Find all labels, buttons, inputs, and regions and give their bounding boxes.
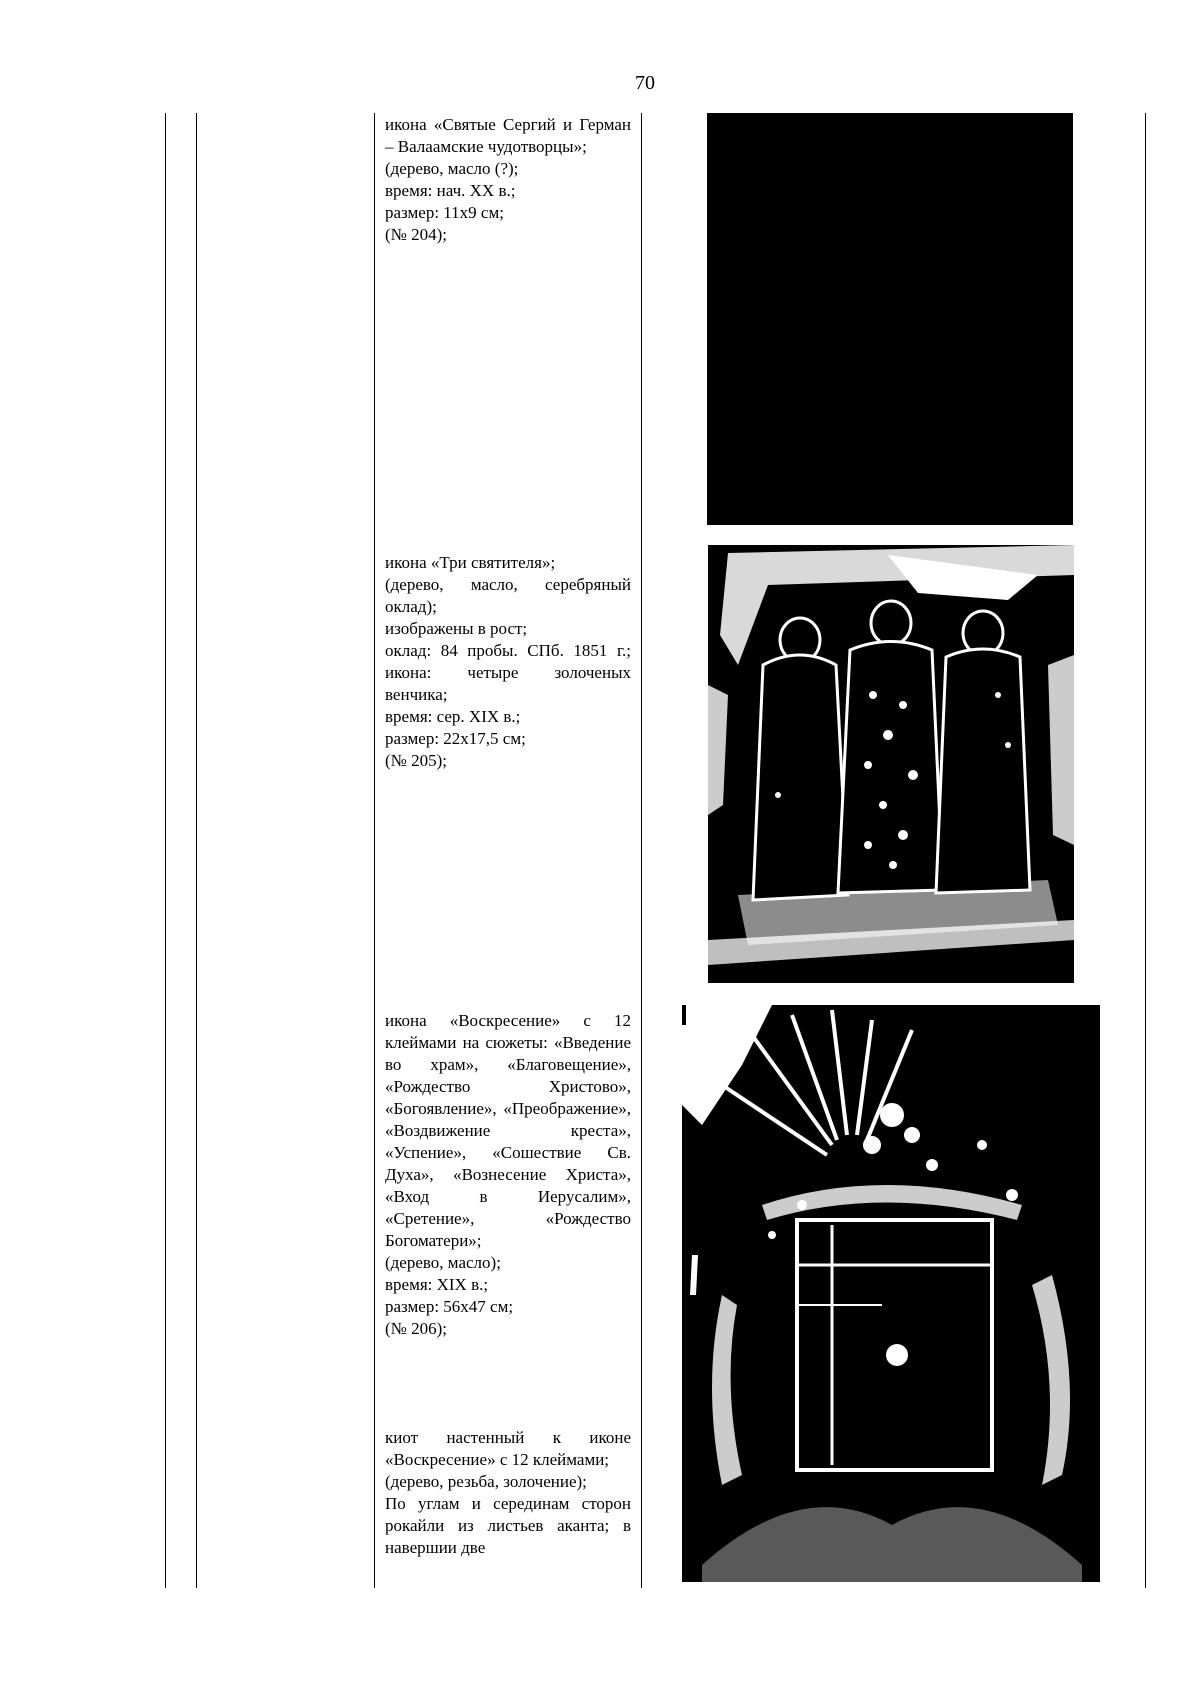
page-number: 70 — [635, 72, 655, 94]
entry-line: размер: 11х9 см; — [385, 203, 504, 222]
entry-line: (дерево, масло (?); — [385, 159, 519, 178]
table-border-left-outer — [165, 113, 166, 1588]
table-border-text-right — [641, 113, 642, 1588]
entry-line: икона «Святые Сергий и Герман – Валаамские чудотворцы»; — [385, 115, 631, 156]
table-border-right — [1145, 113, 1146, 1588]
entry-line: время: XIX в.; — [385, 1275, 489, 1294]
entry-line: киот настенный к иконе «Воскресение» с 12 клеймами; — [385, 1428, 631, 1469]
entry-line: время: нач. XX в.; — [385, 181, 516, 200]
entry-line: икона «Три святителя»; — [385, 553, 556, 572]
entry-text-205 — [385, 552, 631, 772]
icon-photo-206 — [682, 1005, 1100, 1582]
entry-line: (№ 205); — [385, 751, 448, 770]
entry-line: время: сер. XIX в.; — [385, 707, 521, 726]
entry-text-204 — [385, 114, 631, 246]
entry-line: (№ 204); — [385, 225, 448, 244]
entry-line: (дерево, масло); — [385, 1253, 501, 1272]
entry-line: оклад: 84 пробы. СПб. 1851 г.; икона: четыре золоченых венчика; — [385, 641, 631, 704]
entry-text-206 — [385, 1010, 631, 1340]
table-border-left-inner — [196, 113, 197, 1588]
icon-photo-204 — [707, 113, 1073, 525]
entry-line: икона «Воскресение» с 12 клеймами на сюжеты: «Введение во храм», «Благовещение», «Рождество Христово», «Богоявление», «Преображение», «Воздвижение креста», «Успение», «Сошествие Св. Духа», «Вознесение Христа», «Вход в Иерусалим», «Сретение», «Рождество Богоматери»; — [385, 1011, 631, 1250]
entry-line: (дерево, резьба, золочение); — [385, 1472, 587, 1491]
table-border-text-left — [374, 113, 375, 1588]
entry-line: изображены в рост; — [385, 619, 528, 638]
entry-line: размер: 22х17,5 см; — [385, 729, 526, 748]
entry-line: (№ 206); — [385, 1319, 448, 1338]
entry-text-kiot — [385, 1427, 631, 1559]
entry-line: размер: 56х47 см; — [385, 1297, 514, 1316]
entry-line: По углам и серединам сторон рокайли из листьев аканта; в навершии две — [385, 1494, 631, 1557]
icon-photo-205 — [708, 545, 1074, 983]
entry-line: (дерево, масло, серебряный оклад); — [385, 575, 631, 616]
